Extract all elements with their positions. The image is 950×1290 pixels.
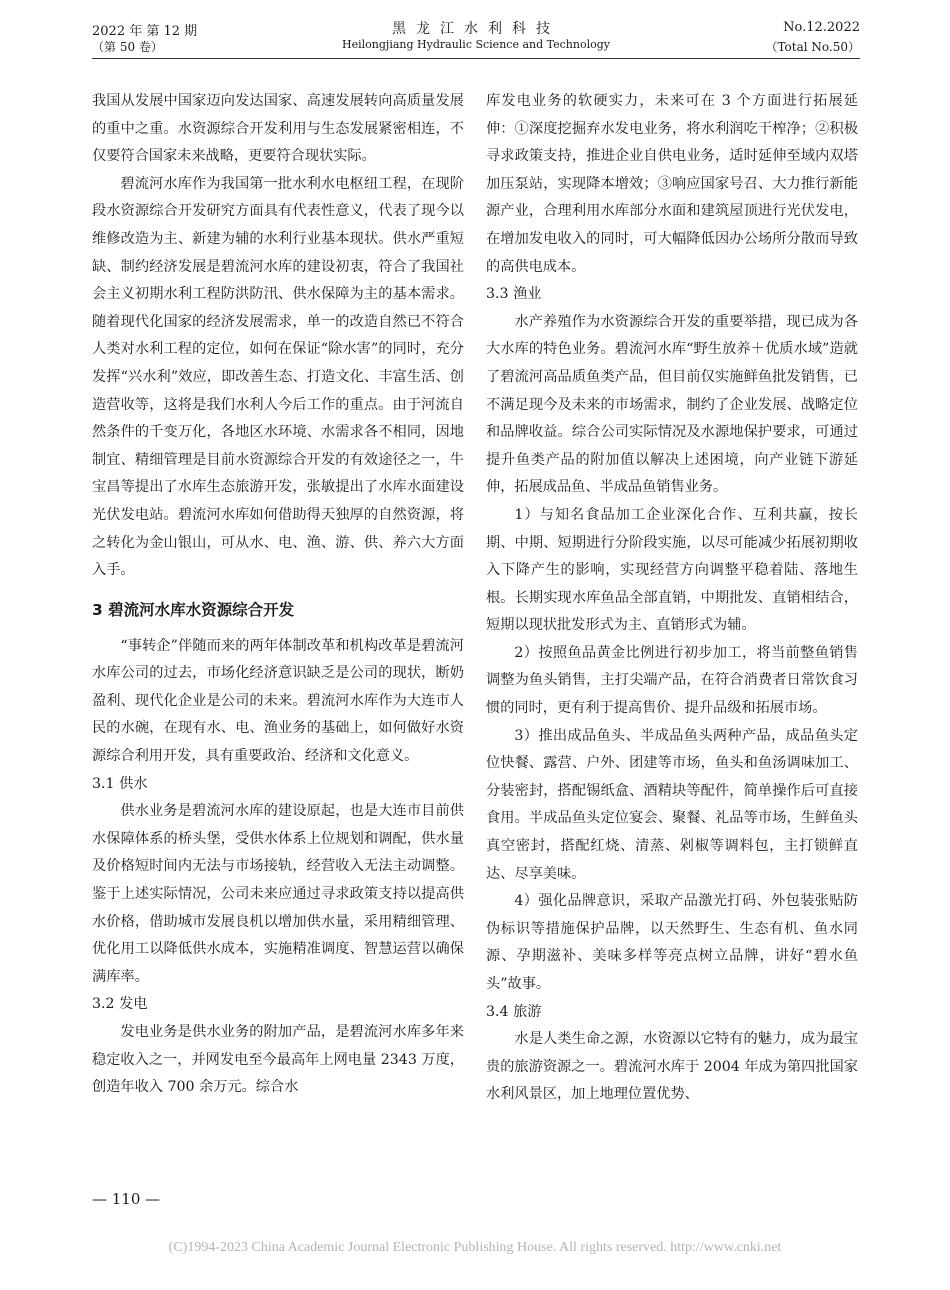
paragraph: 碧流河水库作为我国第一批水利水电枢纽工程，在现阶段水资源综合开发研究方面具有代表性意义，代表了现今以维修改造为主、新建为辅的水利行业基本现状。供水严重短缺、制约经济发展是碧流河水库的建设初衷，符合了我国社会主义初期水利工程防洪防汛、供水保障为主的基本需求。随着现代化国家的经济发展需求，单一的改造自然已不符合人类对水利工程的定位，如何在保证“除水害”的同时，充分发挥“兴水利”效应，即改善生态、打造文化、丰富生活、创造营收等，这将是我们水利人今后工作的重点。由于河流自然条件的千变万化，各地区水环境、水需求各不相同，因地制宜、精细管理是目前水资源综合开发的有效途径之一，牛宝昌等提出了水库生态旅游开发，张敏提出了水库水面建设光伏发电站。碧流河水库如何借助得天独厚的自然资源，将之转化为金山银山，可从水、电、渔、游、供、养六大方面入手。 (92, 175, 464, 579)
paragraph: 库发电业务的软硬实力，未来可在 3 个方面进行拓展延伸：①深度挖掘弃水发电业务，将水利润吃干榨净；②积极寻求政策支持，推进企业自供电业务，适时延伸至域内双塔加压泵站，实现降本增效；③响应国家号召、大力推行新能源产业，合理利用水库部分水面和建筑屋顶进行光伏发电，在增加发电收入的同时，可大幅降低因办公场所分散而导致的高供电成本。 (486, 93, 858, 275)
paragraph: 水产养殖作为水资源综合开发的重要举措，现已成为各大水库的特色业务。碧流河水库“野生放养＋优质水域”造就了碧流河高品质鱼类产品，但目前仅实施鲜鱼批发销售，已不满足现今及未来的市场需求，制约了企业发展、战略定位和品牌收益。综合公司实际情况及水源地保护要求，可通过提升鱼类产品的附加值以解决上述困境，向产业链下游延伸，拓展成品鱼、半成品鱼销售业务。 (486, 313, 858, 496)
paragraph: 我国从发展中国家迈向发达国家、高速发展转向高质量发展的重中之重。水资源综合开发利用与生态发展紧密相连，不仅要符合国家未来战略，更要符合现状实际。 (92, 93, 464, 165)
issue-number: No.12.2022 (783, 20, 860, 35)
header-rule (92, 58, 860, 59)
paragraph: 2）按照鱼品黄金比例进行初步加工，将当前整鱼销售调整为鱼头销售，主打尖端产品，在符合消费者日常饮食习惯的同时，更有利于提高售价、提升品级和拓展市场。 (486, 644, 858, 717)
running-header (92, 14, 860, 82)
paragraph: “事转企”伴随而来的两年体制改革和机构改革是碧流河水库公司的过去，市场化经济意识缺乏是公司的现状，断奶盈利、现代化企业是公司的未来。碧流河水库作为大连市人民的水碗，在现有水、电、渔业务的基础上，如何做好水资源综合利用开发，具有重要政治、经济和文化意义。 (92, 637, 464, 765)
paragraph: 水是人类生命之源，水资源以它特有的魅力，成为最宝贵的旅游资源之一。碧流河水库于 2004 年成为第四批国家水利风景区，加上地理位置优势、 (486, 1031, 858, 1103)
paragraph: 供水业务是碧流河水库的建设原起，也是大连市目前供水保障体系的桥头堡，受供水体系上位规划和调配，供水量及价格短时间内无法与市场接轨，经营收入无法主动调整。鉴于上述实际情况，公司未来应通过寻求政策支持以提高供水价格，借助城市发展良机以增加供水量，采用精细管理、优化用工以降低供水成本，实施精准调度、智慧运营以确保满库率。 (92, 803, 464, 985)
left-column (92, 88, 464, 1102)
paragraph: 3）推出成品鱼头、半成品鱼头两种产品，成品鱼头定位快餐、露营、户外、团建等市场，鱼头和鱼汤调味加工、分装密封，搭配锡纸盒、酒精块等配件，简单操作后可直接食用。半成品鱼头定位宴会、聚餐、礼品等市场，生鲜鱼头真空密封，搭配红烧、清蒸、剁椒等调料包，主打锁鲜直达、尽享美味。 (486, 727, 858, 882)
volume: （第 50 卷） (92, 40, 163, 54)
subsection-heading: 3.1 供水 (92, 775, 148, 792)
issue-year: 2022 年 第 12 期 (92, 24, 198, 39)
subsection-heading: 3.3 渔业 (486, 286, 542, 303)
paragraph: 1）与知名食品加工企业深化合作、互利共赢，按长期、中期、短期进行分阶段实施，以尽可能减少拓展初期收入下降产生的影响，实现经营方向调整平稳着陆、落地生根。长期实现水库鱼品全部直销，中期批发、直销相结合，短期以现状批发形式为主、直销形式为辅。 (486, 506, 858, 634)
subsection-heading: 3.4 旅游 (486, 1003, 542, 1020)
paragraph: 4）强化品牌意识，采取产品激光打码、外包装张贴防伪标识等措施保护品牌，以天然野生、生态有机、鱼水同源、孕期滋补、美味多样等亮点树立品牌，讲好“碧水鱼头”故事。 (486, 893, 858, 992)
journal-title-en: Heilongjiang Hydraulic Science and Technology (342, 38, 610, 51)
page-number: — 110 — (92, 1190, 161, 1208)
journal-title-cn: 黑龙江水利科技 (392, 21, 560, 37)
section-heading: 3 碧流河水库水资源综合开发 (92, 600, 295, 619)
total-number: （Total No.50） (765, 40, 860, 54)
right-column (486, 88, 858, 1109)
subsection-heading: 3.2 发电 (92, 996, 148, 1013)
paragraph: 发电业务是供水业务的附加产品，是碧流河水库多年来稳定收入之一，并网发电至今最高年上网电量 2343 万度，创造年收入 700 余万元。综合水 (92, 1024, 464, 1096)
copyright-footer: (C)1994-2023 China Academic Journal Electronic Publishing House. All rights reserved. http://www.cnki.net (168, 1240, 782, 1255)
